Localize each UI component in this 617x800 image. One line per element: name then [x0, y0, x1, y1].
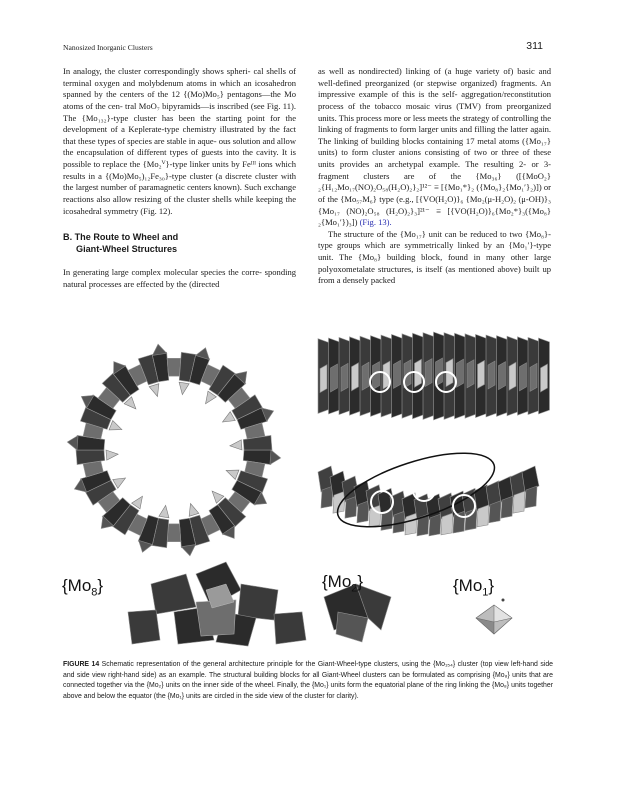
text-line: The linking of building blocks containing 17 metal atoms	[318, 135, 520, 146]
polyhedron	[109, 420, 122, 429]
mo1-label: $\{Mo_1\}$	[453, 576, 495, 599]
caption-line: {Mo₈} units together above and below the equator (the {Mo₁} units are circled in the side view of the cluster for clarity).	[63, 682, 554, 701]
mo8-label: $\{Mo_8\}$	[62, 576, 104, 599]
caption-line: the {Mo₁₅₄} cluster (top view left-hand side and side view right-hand side) as an example. The structural building	[63, 661, 553, 679]
polyhedron	[341, 363, 348, 391]
text-line: in many other large polyoxometalate structures, is itself	[318, 252, 551, 274]
text-line: {(Mo)Mo₅)₁₂Fe₃₀}-type cluster (a discrete cluster with	[105, 170, 297, 181]
left-column	[63, 66, 296, 290]
text-line: the development of a Keplerate-type chemistry illustrated	[63, 112, 296, 135]
wheel-top-view	[67, 344, 280, 556]
caption-line: {Mo₂} units on the inner side of the wheel. Finally, the {Mo₁} units form the equatorial plane of the ring linking the	[146, 682, 490, 690]
text-line: In generating large complex molecular species the corre-	[63, 267, 262, 278]
polyhedron	[230, 440, 242, 450]
text-line: virus (TMV) from preorganized units. This process more	[318, 100, 551, 123]
text-line: of guests into the cavity. It is possible to replace the	[63, 147, 296, 169]
polyhedron	[67, 436, 78, 450]
right-column	[318, 66, 551, 287]
polyhedron	[352, 363, 359, 391]
polyhedron	[270, 450, 281, 464]
polyhedron	[488, 361, 495, 389]
running-title: Nanosized Inorganic Clusters	[63, 43, 153, 52]
text-line: while keeping the icosahedral symmetry (Fig. 12).	[63, 193, 297, 216]
polyhedron	[226, 470, 239, 479]
text-line: The resulting 2- or 3-fragment clusters are of the {Mo₃₆}	[318, 159, 551, 181]
text-line: In analogy, the cluster correspondingly shows spheri-	[63, 66, 251, 76]
left-paragraph-2	[63, 267, 296, 290]
text-line: {Mo₂ⱽ}-type linker units by Feᴵᴵᴵ ions which results in a	[63, 159, 296, 181]
text-line: sponding natural processes are effected by the (directed	[63, 267, 297, 289]
polyhedron	[167, 524, 181, 542]
text-line: in which an icosahedron spanned by the centers of the	[63, 77, 296, 100]
polyhedron	[179, 382, 189, 394]
polyhedron	[394, 360, 401, 388]
mo2-label: $\{Mo_2\}$	[322, 572, 364, 595]
polyhedron	[530, 363, 537, 391]
caption-line: blocks for all Giant-Wheel clusters can be formulated as comprising {Mo₈} units that are connected together via the	[63, 671, 553, 690]
polyhedron	[331, 364, 338, 392]
text-line: 12 {(Mo)Mo₅} pentagons—the Mo atoms of the cen-	[63, 89, 296, 111]
page-number: 311	[526, 40, 543, 52]
text-line: (as mentioned above) built up from a densely packed	[318, 263, 552, 286]
figure-14	[56, 322, 561, 652]
wheel-side-view	[318, 332, 550, 542]
polyhedron	[181, 545, 195, 556]
text-line: (H₂O)₂}₃]²¹⁻ ≡ [{VO(H₂O)}₆{Mo₂*}₃({Mo₈}₂{Mo₁′})₃])	[318, 205, 551, 228]
right-paragraph-2	[318, 229, 551, 287]
left-paragraph-1	[63, 66, 296, 217]
polyhedron	[167, 358, 181, 376]
polyhedron	[425, 359, 432, 387]
figure-graphic	[56, 322, 561, 652]
text-line: exchange reactions also allow resizing of the cluster shells	[63, 182, 296, 204]
polyhedron	[320, 365, 327, 393]
text-line: the largest number of paramagnetic centers known). Such	[63, 182, 262, 193]
polyhedron	[541, 364, 548, 392]
mo8-building-block	[128, 562, 306, 646]
polyhedron	[467, 360, 474, 388]
mo1-building-block	[476, 599, 512, 635]
text-line: tral MoO₇ bipyramids—is inscribed (see Fig. 11). The	[63, 100, 297, 123]
text-line: The structure of the {Mo₁₇} unit can be reduced to	[328, 228, 507, 239]
section-heading-line-2: Giant-Wheel Structures	[76, 243, 178, 254]
polyhedron	[152, 344, 166, 355]
figure-caption	[63, 660, 553, 703]
text-line: cal shells of terminal oxygen and molybdenum atoms	[63, 66, 296, 88]
polyhedron	[509, 362, 516, 390]
text-line: by an {Mo₁′}-type unit. The {Mo₈} building block, found	[318, 240, 551, 262]
polyhedron	[362, 362, 369, 390]
text-line: fragments. An impressive example of this is the self-	[318, 77, 551, 100]
polyhedron	[106, 450, 118, 460]
polyhedron	[149, 384, 159, 397]
text-line: by the fact that these types of species are stable in aque-	[63, 124, 296, 146]
polyhedron	[189, 504, 199, 517]
text-line: or less meets the strategy of controlling the linking of	[318, 112, 552, 135]
caption-line: Schematic representation of the general architecture principle for the Giant-Wheel-type clusters, using	[101, 661, 419, 668]
polyhedron	[159, 505, 169, 517]
text-line: ({Mo₈}₂{Mo₁′}₂)]) or of the {Mo₅₇M₆} type (e.g.,	[318, 182, 551, 204]
text-line: ({Mo₁₇} units) to form cluster anions consisting of two	[318, 135, 551, 158]
section-heading	[63, 232, 296, 255]
caption-label: FIGURE 14	[63, 661, 100, 668]
text-line: or three of these units provides an archetypal example.	[318, 147, 551, 169]
polyhedron	[499, 362, 506, 390]
text-line: fragments to form larger units and filling the latter again.	[354, 124, 551, 135]
text-line: ([{MoO₂}₂{H₁₂Mo₁₇(NO)₂O₅₈(H₂O)₂}₂]¹²⁻ ≡ [{Mo₁*}₂	[318, 170, 551, 193]
text-line: {Mo₁₃₂}-type cluster has been the starting point for	[81, 112, 281, 123]
right-paragraph-1	[318, 66, 551, 229]
polyhedron	[457, 359, 464, 387]
polyhedron	[478, 360, 485, 388]
text-line: [{VO(H₂O)}₆ {Mo₂(μ-H₂O)₂ (μ-OH)}₃ {Mo₁₇ (NO)₂O₅₈	[318, 193, 552, 216]
polyhedron	[520, 363, 527, 391]
text-line: ous solution and allow the encapsulation of different types	[63, 135, 297, 158]
figure-link[interactable]: (Fig. 13).	[359, 217, 392, 228]
text-line: and well-defined preorganized (or stepwise organized)	[318, 66, 552, 88]
text-line: two {Mo₈}-type groups which are symmetrically linked	[318, 228, 551, 251]
text-line: as well as nondirected) linking of (a huge variety of) basic	[318, 66, 535, 76]
section-heading-line-1: B. The Route to Wheel and	[63, 232, 179, 243]
text-line: aggregation/reconstitution process of the tobacco mosaic	[318, 89, 551, 111]
